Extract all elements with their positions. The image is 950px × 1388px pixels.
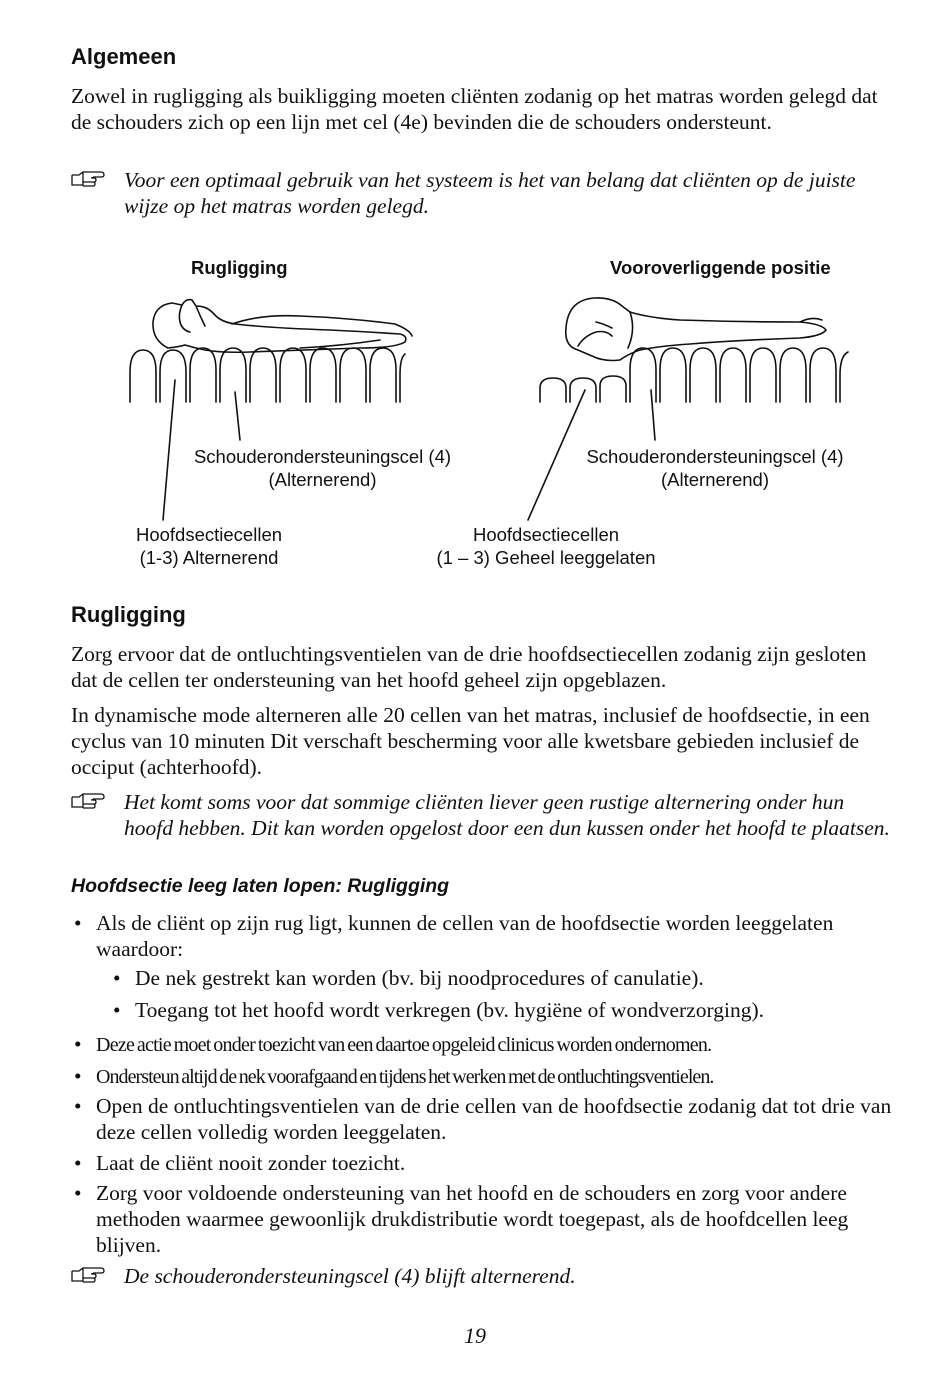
supine-paragraph-1: Zorg ervoor dat de ontluchtingsventielen van de drie hoofdsectiecellen zodanig zijn gesloten dat de cellen ter ondersteuning van het hoofd geheel zijn opgeblazen. xyxy=(71,642,867,692)
figure-title-prone: Vooroverliggende positie xyxy=(610,257,831,278)
figure-label-right-head xyxy=(410,523,682,569)
sub-bullet-item xyxy=(113,965,895,991)
figure-label-left-head xyxy=(114,523,304,569)
supine-note-text: Het komt soms voor dat sommige cliënten liever geen rustige alternering onder hun hoofd hebben. Dit kan worden opgelost door een dun kussen onder het hoofd te plaatsen. xyxy=(124,790,890,840)
bullet-marker: • xyxy=(74,1064,82,1088)
bullet-text: Ondersteun altijd de nek voorafgaand en tijdens het werken met de ontluchtingsventielen. xyxy=(96,1066,714,1088)
left-shoulder-label-line1: Schouderondersteuningscel (4) xyxy=(193,446,452,467)
left-head-label-line2: (1-3) Alternerend xyxy=(139,547,279,568)
pointing-hand-icon xyxy=(71,169,105,189)
section-heading-deflate: Hoofdsectie leeg laten lopen: Rugligging xyxy=(71,875,450,897)
bullet-marker: • xyxy=(74,911,82,935)
left-head-label-line1: Hoofdsectiecellen xyxy=(135,524,283,545)
leader-line-left-shoulder xyxy=(235,392,240,440)
right-head-label-line2: (1 – 3) Geheel leeggelaten xyxy=(436,547,656,568)
section-heading-supine: Rugligging xyxy=(71,602,186,627)
figure-label-right-shoulder xyxy=(560,445,870,491)
bullet-marker: • xyxy=(74,1094,82,1118)
supine-note xyxy=(71,789,891,841)
bullet-marker: • xyxy=(113,998,121,1022)
general-note-text: Voor een optimaal gebruik van het systeem is het van belang dat cliënten op de juiste wijze op het matras worden gelegd. xyxy=(124,168,856,218)
leader-line-right-shoulder xyxy=(651,390,655,440)
figure-label-left-shoulder xyxy=(170,445,475,491)
positioning-figure xyxy=(0,250,950,590)
bullet-text: Toegang tot het hoofd wordt verkregen (bv. hygiëne of wondverzorging). xyxy=(135,998,764,1022)
pointing-hand-icon xyxy=(71,1265,105,1285)
bullet-item xyxy=(74,1063,896,1090)
bullet-marker: • xyxy=(74,1032,82,1056)
bullet-text: Deze actie moet onder toezicht van een daartoe opgeleid clinicus worden ondernomen. xyxy=(96,1034,712,1056)
bullet-text: Als de cliënt op zijn rug ligt, kunnen de cellen van de hoofdsectie worden leeggelaten waardoor: xyxy=(96,911,834,961)
bullet-text: Zorg voor voldoende ondersteuning van het hoofd en de schouders en zorg voor andere methoden waarmee gewoonlijk drukdistributie wordt toegepast, als de hoofdcellen leeg blijven. xyxy=(96,1181,849,1257)
bullet-item xyxy=(74,1180,896,1258)
page-number: 19 xyxy=(464,1323,486,1348)
deflate-note xyxy=(71,1263,891,1289)
bullet-item xyxy=(74,1093,896,1145)
right-head-label-line1: Hoofdsectiecellen xyxy=(472,524,620,545)
general-paragraph: Zowel in rugligging als buikligging moeten cliënten zodanig op het matras worden gelegd dat de schouders zich op een lijn met cel (4e) bevinden die de schouders ondersteunt. xyxy=(71,84,878,134)
bullet-item xyxy=(74,910,896,962)
bullet-marker: • xyxy=(74,1181,82,1205)
figure-title-supine: Rugligging xyxy=(191,257,288,278)
right-shoulder-label-line2: (Alternerend) xyxy=(661,469,769,490)
supine-paragraph-2: In dynamische mode alterneren alle 20 cellen van het matras, inclusief de hoofdsectie, in een cyclus van 10 minuten Dit verschaft bescherming voor alle kwetsbare gebieden inclusief de occiput (achterhoofd). xyxy=(71,703,870,779)
bullet-marker: • xyxy=(74,1151,82,1175)
bullet-text: Open de ontluchtingsventielen van de drie cellen van de hoofdsectie zodanig dat tot drie van deze cellen volledig worden leeggelaten. xyxy=(96,1094,892,1144)
bullet-item xyxy=(74,1150,896,1176)
pointing-hand-icon xyxy=(71,791,105,811)
deflate-note-text: De schouderondersteuningscel (4) blijft alternerend. xyxy=(124,1264,576,1288)
left-shoulder-label-line2: (Alternerend) xyxy=(268,469,377,490)
right-shoulder-label-line1: Schouderondersteuningscel (4) xyxy=(586,446,844,467)
bullet-marker: • xyxy=(113,966,121,990)
prone-mattress-cells xyxy=(540,348,848,402)
bullet-text: De nek gestrekt kan worden (bv. bij noodprocedures of canulatie). xyxy=(135,966,704,990)
section-heading-general: Algemeen xyxy=(71,44,177,69)
supine-mattress-cells xyxy=(130,348,405,402)
bullet-text: Laat de cliënt nooit zonder toezicht. xyxy=(96,1151,406,1175)
sub-bullet-item xyxy=(113,997,895,1023)
general-note xyxy=(71,167,891,219)
supine-person xyxy=(153,300,412,353)
bullet-item xyxy=(74,1031,896,1058)
